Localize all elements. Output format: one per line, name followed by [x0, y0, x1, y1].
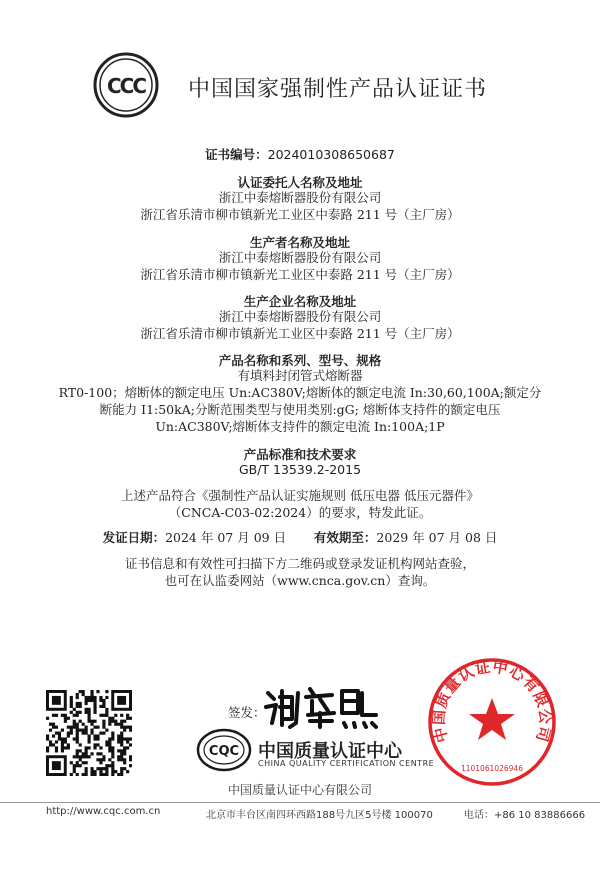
footer-divider: [0, 802, 600, 803]
footer-address: 北京市丰台区南四环西路188号九区5号楼 100070: [206, 810, 433, 821]
verify-note-line-1: 证书信息和有效性可扫描下方二维码或登录发证机构网站查验，: [124, 556, 475, 571]
conformity-line-1: 上述产品符合《强制性产品认证实施规则 低压电器 低压元器件》: [121, 488, 479, 503]
footer-url[interactable]: http://www.cqc.com.cn: [46, 806, 161, 817]
sign-label: 签发：: [228, 705, 266, 720]
standard-value: GB/T 13539.2-2015: [238, 462, 362, 477]
manufacturer-name: 浙江中泰熔断器股份有限公司: [218, 250, 382, 265]
client-name: 浙江中泰熔断器股份有限公司: [218, 190, 382, 205]
product-spec-line-2: 断能力 I1:50kA;分断范围类型与使用类别:gG; 熔断体支持件的额定电压: [99, 402, 501, 417]
cert-number-row: [0, 147, 600, 164]
valid-date: 2029 年 07 月 08 日: [376, 530, 498, 545]
valid-date-label: 有效期至：: [313, 530, 377, 545]
product-name: 有填料封闭管式熔断器: [237, 368, 363, 383]
verify-note-line-2: 也可在认监委网站（www.cnca.gov.cn）查询。: [164, 573, 436, 588]
product-spec-line-3: Un:AC380V;熔断体支持件的额定电流 In:100A;1P: [155, 419, 445, 434]
signature: [262, 683, 382, 731]
product-spec-line-1: RT0-100；熔断体的额定电压 Un:AC380V;熔断体的额定电流 In:30,60,100A;额定分: [58, 385, 542, 400]
cqc-name: 中国质量认证中心: [258, 741, 402, 762]
svg-text:中国质量认证中心有限公司: 中国质量认证中心有限公司: [429, 657, 555, 745]
official-seal: [426, 656, 558, 788]
issue-date-label: 发证日期：: [102, 530, 166, 545]
product-heading: 产品名称和系列、型号、规格: [218, 353, 382, 368]
manufacturer-address: 浙江省乐清市柳市镇新光工业区中泰路 211 号（主厂房）: [140, 267, 460, 282]
cert-number-label: 证书编号：: [205, 147, 268, 162]
factory-address: 浙江省乐清市柳市镇新光工业区中泰路 211 号（主厂房）: [140, 326, 460, 341]
issuer-company: 中国质量认证中心有限公司: [227, 783, 372, 797]
standard-heading: 产品标准和技术要求: [243, 447, 357, 462]
svg-text:CQC: CQC: [208, 744, 240, 759]
qr-code[interactable]: [46, 690, 132, 776]
dates-row: [0, 530, 600, 547]
factory-name: 浙江中泰熔断器股份有限公司: [218, 309, 382, 324]
conformity-line-2: （CNCA-C03-02:2024）的要求，特发此证。: [168, 505, 432, 520]
manufacturer-heading: 生产者名称及地址: [249, 235, 350, 250]
footer-phone: 电话：+86 10 83886666: [464, 810, 586, 821]
factory-heading: 生产企业名称及地址: [243, 294, 357, 309]
certificate-title: 中国国家强制性产品认证证书: [188, 77, 488, 102]
client-address: 浙江省乐清市柳市镇新光工业区中泰路 211 号（主厂房）: [140, 207, 460, 222]
cqc-logo: [196, 728, 252, 772]
issue-date: 2024 年 07 月 09 日: [165, 530, 287, 545]
svg-text:1101061026946: 1101061026946: [460, 764, 524, 773]
svg-text:CCC: CCC: [106, 74, 146, 98]
cert-number: 2024010308650687: [267, 147, 395, 162]
client-heading: 认证委托人名称及地址: [237, 175, 363, 190]
cqc-name-en: CHINA QUALITY CERTIFICATION CENTRE: [258, 759, 435, 768]
ccc-logo: [93, 52, 159, 118]
